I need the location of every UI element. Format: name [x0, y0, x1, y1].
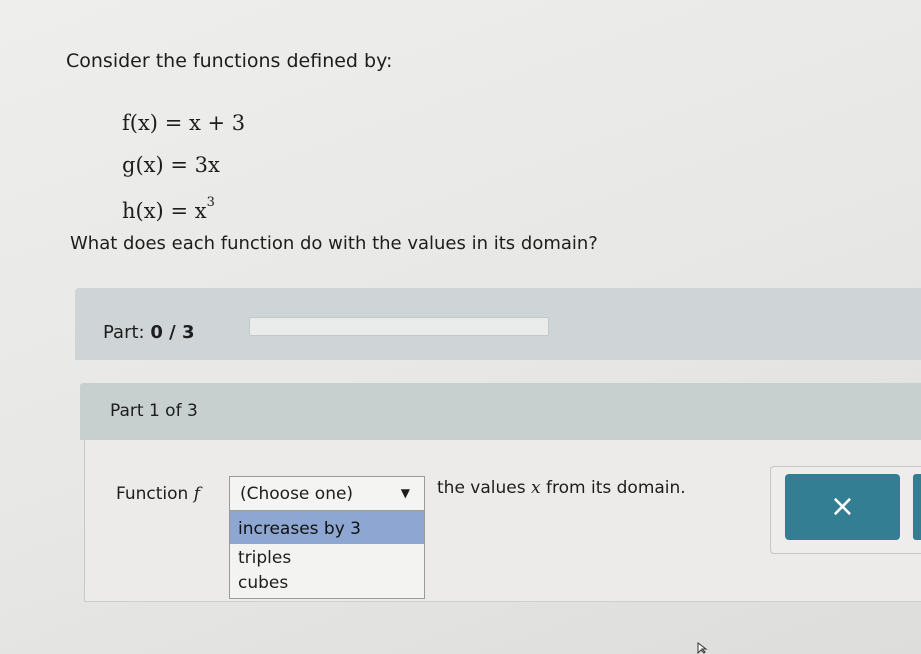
sentence-function-name: f: [193, 484, 201, 504]
choose-one-dropdown[interactable]: [229, 476, 425, 511]
triangle-down-icon: ▼: [400, 486, 410, 500]
option-increases-by-3[interactable]: increases by 3: [230, 511, 424, 544]
part-header-label: Part 1 of 3: [110, 401, 198, 421]
function-g-definition: g(x) = 3x: [122, 153, 220, 177]
sentence-values-word: the values: [437, 478, 526, 498]
function-h-definition: $h(x) = x^3$: [122, 195, 215, 223]
sentence-end: from its domain.: [546, 478, 686, 498]
function-h-lhs: h(x): [122, 199, 164, 223]
option-triples[interactable]: triples: [238, 548, 292, 568]
mouse-pointer-icon: [697, 642, 709, 654]
progress-value: 0 / 3: [150, 322, 195, 343]
part-header: [80, 383, 921, 440]
function-f-definition: f(x) = x + 3: [122, 111, 246, 135]
function-f-lhs: f(x): [122, 111, 159, 135]
dropdown-value: (Choose one): [240, 484, 354, 504]
progress-track: [249, 317, 549, 336]
function-h-exponent: 3: [206, 195, 215, 210]
function-h-rhs: x: [194, 199, 207, 223]
clear-button[interactable]: ×: [785, 474, 900, 540]
progress-label: [103, 322, 195, 343]
sentence-variable: x: [531, 478, 541, 498]
question-text: What does each function do with the values in its domain?: [70, 233, 598, 254]
divider: [84, 601, 921, 602]
sentence-suffix: [437, 478, 686, 498]
intro-text: Consider the functions defined by:: [66, 50, 393, 72]
sentence-prefix: [116, 484, 200, 504]
dropdown-options: [229, 511, 425, 599]
option-cubes[interactable]: cubes: [238, 573, 289, 593]
progress-prefix: Part:: [103, 322, 145, 343]
function-g-lhs: g(x): [122, 153, 164, 177]
function-f-rhs: x + 3: [188, 111, 246, 135]
sentence-function-word: Function: [116, 484, 189, 504]
function-definitions: [122, 102, 245, 228]
next-button-edge[interactable]: [913, 474, 921, 540]
function-g-rhs: 3x: [194, 153, 220, 177]
